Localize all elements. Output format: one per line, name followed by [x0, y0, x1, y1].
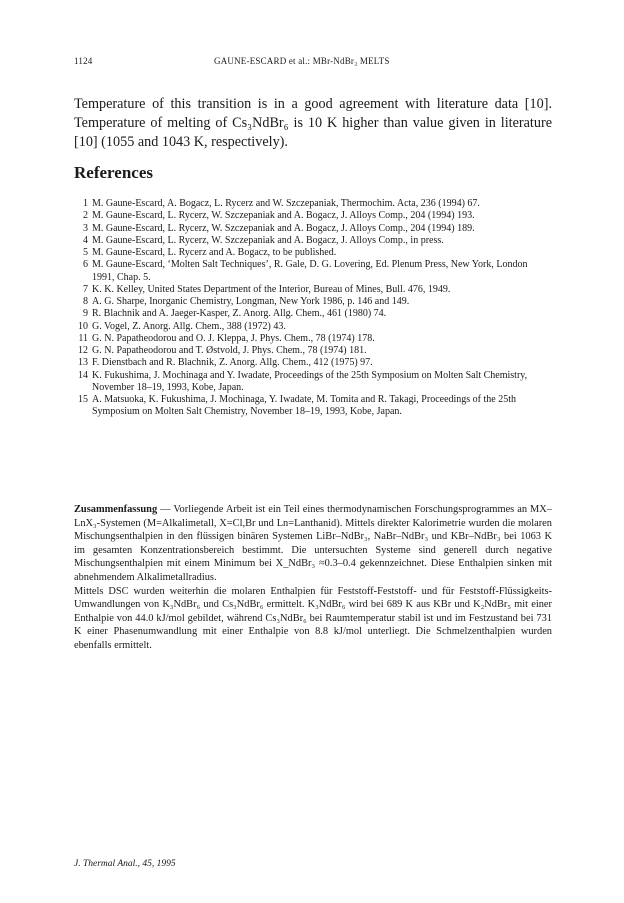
- reference-item: [74, 370, 552, 395]
- reference-number: 14: [78, 369, 88, 381]
- page-number: 1124: [74, 56, 93, 66]
- reference-text: A. Matsuoka, K. Fukushima, J. Mochinaga, Y. Iwadate, M. Tomita and R. Takagi, Proceedings of the 25th Symposium on Molten Salt Chemistry, November 18–19, 1993, Kobe, Japan.: [92, 394, 517, 418]
- reference-text: K. Fukushima, J. Mochinaga and Y. Iwadate, Proceedings of the 25th Symposium on Molten Salt Chemistry, November 18–19, 1993, Kobe, Japan.: [92, 369, 528, 393]
- reference-text: G. N. Papatheodorou and O. J. Kleppa, J. Phys. Chem., 78 (1974) 178.: [92, 332, 375, 344]
- reference-item: [74, 210, 552, 222]
- reference-text: G. Vogel, Z. Anorg. Allg. Chem., 388 (1972) 43.: [92, 320, 286, 332]
- reference-item: [74, 296, 552, 308]
- abstract-paragraph-2: Mittels DSC wurden weiterhin die molaren Enthalpien für Feststoff-Feststoff- und für Feststoff-Flüssigkeits-Umwandlungen von K₃NdBr₆ und Cs₃NdBr₆ ermittelt. K₃NdBr₆ wird bei 689 K aus KBr und K₂NdBr₅ mit einer Enthalpie von 44.0 kJ/mol gebildet, während Cs₃NdBr₆ bei Raumtemperatur stabil ist und im Festzustand bei 731 K einer Phasenumwandlung mit einer Enthalpie von 8.8 kJ/mol unterliegt. Die Schmelzenthalpien wurden ebenfalls ermittelt.: [74, 585, 552, 651]
- reference-text: R. Blachnik and A. Jaeger-Kasper, Z. Anorg. Allg. Chem., 461 (1980) 74.: [92, 308, 387, 320]
- reference-item: [74, 284, 552, 296]
- reference-item: [74, 198, 552, 210]
- reference-item: [74, 321, 552, 333]
- reference-number: 13: [78, 357, 88, 369]
- abstract-text-1: — Vorliegende Arbeit ist ein Teil eines thermodynamischen Forschungsprogrammes an MX–LnX₃-Systemen (M=Alkalimetall, X=Cl,Br und Ln=Lanthanid). Mittels direkter Kalorimetrie wurden die molaren Mischungsenthalpien in den flüssigen binären Systemen LiBr–NdBr₃, NaBr–NdBr₃ und KBr–NdBr₃ bei 1063 K im gesamten Konzentrationsbereich bestimmt. Die untersuchten Systeme sind generell durch negative Mischungsenthalpien mit einem Minimum bei X_NdBr₃ ≈0.3–0.4 gekennzeichnet. Diese Enthalpien sinken mit abnehmendem Alkalimetallradius.: [74, 504, 552, 583]
- reference-number: 11: [78, 332, 88, 344]
- reference-number: 2: [83, 210, 88, 222]
- reference-text: M. Gaune-Escard, L. Rycerz, W. Szczepaniak and A. Bogacz, J. Alloys Comp., 204 (1994) 193.: [92, 210, 475, 222]
- reference-text: K. K. Kelley, United States Department of the Interior, Bureau of Mines, Bull. 476, 1949.: [92, 283, 451, 295]
- reference-text: M. Gaune-Escard, L. Rycerz, W. Szczepaniak and A. Bogacz, J. Alloys Comp., 204 (1994) 189.: [92, 222, 475, 234]
- reference-item: [74, 357, 552, 369]
- running-title: GAUNE-ESCARD et al.: MBr-NdBr₃ MELTS: [214, 56, 390, 66]
- reference-number: 1: [83, 198, 88, 209]
- abstract: [74, 503, 552, 653]
- reference-item: [74, 333, 552, 345]
- reference-item: [74, 247, 552, 259]
- reference-number: 15: [78, 394, 88, 405]
- reference-number: 4: [83, 234, 88, 246]
- reference-text: F. Dienstbach and R. Blachnik, Z. Anorg. Allg. Chem., 412 (1975) 97.: [92, 357, 373, 369]
- reference-list: [74, 198, 552, 419]
- journal-footer: J. Thermal Anal., 45, 1995: [74, 859, 176, 869]
- reference-item: [74, 345, 552, 357]
- reference-text: G. N. Papatheodorou and T. Østvold, J. Phys. Chem., 78 (1974) 181.: [92, 345, 367, 356]
- reference-text: M. Gaune-Escard, A. Bogacz, L. Rycerz and W. Szczepaniak, Thermochim. Acta, 236 (1994) 67.: [92, 198, 480, 209]
- reference-number: 9: [83, 308, 88, 320]
- references-heading: References: [74, 163, 153, 182]
- intro-paragraph: Temperature of this transition is in a good agreement with literature data [10]. Temperature of melting of Cs₃NdBr₆ is 10 K higher than value given in literature [10] (1055 and 1043 K, respectively).: [74, 96, 552, 150]
- reference-text: M. Gaune-Escard, L. Rycerz, W. Szczepaniak and A. Bogacz, J. Alloys Comp., in press.: [92, 234, 444, 246]
- reference-number: 5: [83, 247, 88, 258]
- reference-item: [74, 235, 552, 247]
- reference-item: [74, 223, 552, 235]
- reference-number: 6: [83, 259, 88, 271]
- abstract-label: Zusammenfassung: [74, 504, 158, 515]
- reference-number: 8: [83, 296, 88, 307]
- reference-number: 12: [78, 345, 88, 356]
- reference-text: M. Gaune-Escard, L. Rycerz and A. Bogacz, to be published.: [92, 247, 337, 258]
- reference-text: A. G. Sharpe, Inorganic Chemistry, Longman, New York 1986, p. 146 and 149.: [92, 296, 410, 307]
- reference-item: [74, 394, 552, 419]
- reference-text: M. Gaune-Escard, ‘Molten Salt Techniques’, R. Gale, D. G. Lovering, Ed. Plenum Press, New York, London 1991, Chap. 5.: [92, 259, 528, 283]
- reference-item: [74, 259, 552, 284]
- reference-number: 3: [83, 222, 88, 234]
- abstract-paragraph-1: [74, 503, 552, 585]
- reference-number: 10: [78, 320, 88, 332]
- reference-item: [74, 308, 552, 320]
- intro-paragraph-block: [74, 95, 552, 152]
- reference-number: 7: [83, 283, 88, 295]
